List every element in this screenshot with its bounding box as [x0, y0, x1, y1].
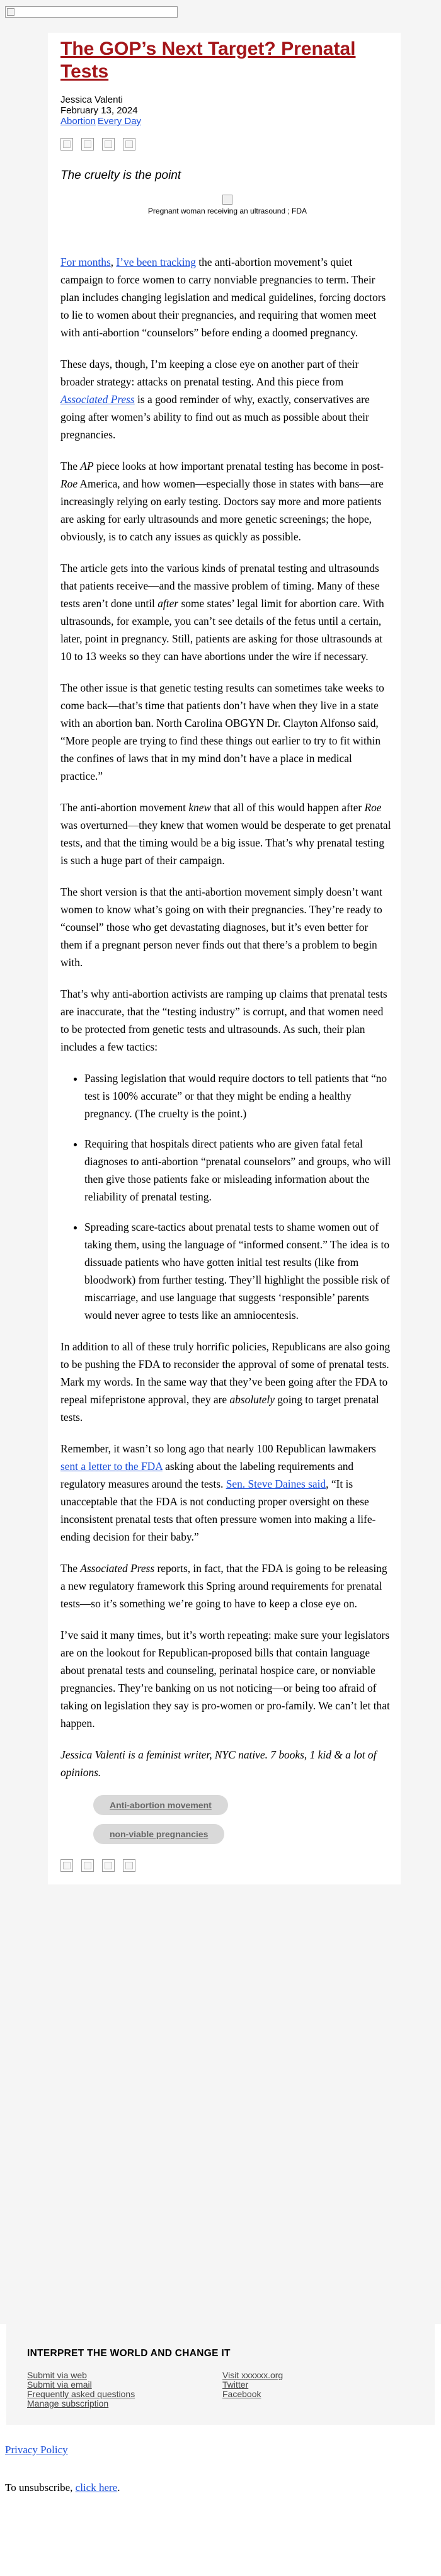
paragraph: Remember, it wasn’t so long ago that nearly 100 Republican lawmakers sent a letter to the FDA asking about the labeling requirements and regulatory measures around the tests. Sen. Steve Daines said, “It is unacceptable that the FDA is not conducting proper oversight on these inconsistent prenatal tests that often pressure women into making a life-ending decision for their baby.”: [60, 1442, 376, 1543]
paragraph: The article gets into the various kinds of prenatal testing and ultrasounds that patients receive—and the massive problem of timing. Many of these tests aren’t done until after some states’ legal limit for abortion care. With ultrasounds, for example, you can’t see details of the fetus until a certain, later, point in pregnancy. Still, patients are asking for those ultrasounds at 10 to 13 weeks so they can have abortions under the wire if necessary.: [60, 562, 384, 663]
paragraph: The AP piece looks at how important prenatal testing has become in post-Roe America, and how women—especially those in states with bans—are increasingly relying on early testing. Doctors say more and more patients are asking for early ultrasounds and more genetic screenings; the hope, obviously, is to catch any issues as quickly as possible.: [60, 460, 384, 543]
hero-figure: [60, 195, 394, 215]
share-icon[interactable]: [60, 1859, 73, 1872]
list-item: • Requiring that hospitals direct patients who are given fatal fetal diagnoses to anti-abortion “prenatal counselors” and groups, who will then give those patients fake or misleading information about the reliability of prenatal testing.: [84, 1135, 394, 1205]
list-item: • Passing legislation that would require doctors to tell patients that “no test is 100% accurate” or that they might be ending a healthy pregnancy. (The cruelty is the point.): [84, 1069, 394, 1122]
inline-link[interactable]: sent a letter to the FDA: [60, 1460, 163, 1473]
inline-link[interactable]: For months: [60, 256, 111, 268]
broken-image-icon: [222, 195, 232, 205]
topic-tag-pill[interactable]: Anti-abortion movement: [93, 1795, 228, 1815]
newsletter-footer: [6, 2324, 435, 2425]
share-icon[interactable]: [102, 138, 115, 151]
article-card: [48, 33, 401, 1884]
footer-link[interactable]: Submit via web: [27, 2370, 87, 2380]
share-icon[interactable]: [81, 1859, 94, 1872]
article-title[interactable]: The GOP’s Next Target? Prenatal Tests: [60, 38, 356, 82]
tactics-list: [60, 1069, 394, 1324]
article-meta: [60, 94, 394, 127]
share-icon[interactable]: [60, 138, 73, 151]
footer-links-left: [27, 2371, 135, 2408]
paragraph: The other issue is that genetic testing results can sometimes take weeks to come back—that’s time that patients don’t have when they live in a state with an abortion ban. North Carolina OBGYN Dr. Clayton Alfonso said, “More people are trying to find these things out earlier to try to fit within the confines of laws that in my mind don’t have a place in medical practice.”: [60, 681, 384, 782]
tag-link[interactable]: Abortion: [60, 116, 96, 127]
unsubscribe-link[interactable]: click here: [75, 2482, 118, 2493]
paragraph: That’s why anti-abortion activists are ramping up claims that prenatal tests are inaccurate, that the “testing industry” is corrupt, and that women need to be protected from genetic tests and ultrasounds. As such, their plan includes a few tactics:: [60, 988, 387, 1053]
inline-link[interactable]: I’ve been tracking: [116, 256, 196, 268]
paragraph: In addition to all of these truly horrific policies, Republicans are also going to be pushing the FDA to reconsider the approval of some of prenatal tests. Mark my words. In the same way that they’ve been going after the FDA to repeal mifepristone approval, they are absolutely going to target prenatal tests.: [60, 1340, 391, 1423]
list-item: • Spreading scare-tactics about prenatal tests to shame women out of taking them, using the language of “informed consent.” The idea is to dissuade patients who have gotten initial test results (like from bloodwork) from further testing. They’ll highlight the possible risk of miscarriage, and use language that suggests ‘responsible’ parents would never agree to tests like an amniocentesis.: [84, 1218, 394, 1324]
article-body: [60, 253, 394, 1781]
privacy-policy-link[interactable]: Privacy Policy: [5, 2444, 68, 2456]
share-icon[interactable]: [123, 138, 135, 151]
inline-link[interactable]: Sen. Steve Daines said: [226, 1478, 326, 1490]
paragraph: I’ve said it many times, but it’s worth repeating: make sure your legislators are on the lookout for Republican-proposed bills that contain language about prenatal tests and counseling, perinatal hospice care, or nonviable pregnancies. They’re banking on us not noticing—or being too afraid of taking on legislation they say is pro-women or pro-family. We can’t let that happen.: [60, 1629, 390, 1730]
author-signature: Jessica Valenti is a feminist writer, NYC native. 7 books, 1 kid & a lot of opinions.: [60, 1748, 377, 1779]
topic-tags: [60, 1795, 394, 1853]
paragraph: For months, I’ve been tracking the anti-abortion movement’s quiet campaign to force women to carry nonviable pregnancies to term. Their plan includes changing legislation and medical guidelines, forcing doctors to lie to women about their pregnancies, and requiring that women meet with anti-abortion “counselors” before ending a doomed pregnancy.: [60, 256, 386, 339]
paragraph: The anti-abortion movement knew that all of this would happen after Roe was overturned—they knew that women would be desperate to get prenatal tests, and that the timing would be a big issue. That’s why prenatal testing is such a huge part of their campaign.: [60, 801, 391, 867]
topic-tag-pill[interactable]: non-viable pregnancies: [93, 1824, 224, 1844]
broken-image-icon: [7, 8, 14, 16]
paragraph: The short version is that the anti-abortion movement simply doesn’t want women to know what’s going on with their pregnancies. They’re ready to “counsel” those who get devastating diagnoses, but it’s even better for them if a pregnant person never finds out that there’s a problem to begin with.: [60, 886, 382, 969]
footer-links-right: [222, 2371, 283, 2399]
paragraph: These days, though, I’m keeping a close eye on another part of their broader strategy: attacks on prenatal testing. And this piece from Associated Press is a good reminder of why, exactly, conservatives are going after women’s ability to find out as much as possible about their pregnancies.: [60, 358, 370, 441]
footer-link[interactable]: Twitter: [222, 2379, 249, 2390]
footer-link[interactable]: Facebook: [222, 2389, 261, 2399]
paragraph: The Associated Press reports, in fact, that the FDA is going to be releasing a new regulatory framework this Spring around requirements for prenatal tests—so it’s something we’re going to have to keep a close eye on.: [60, 1562, 387, 1610]
footer-link[interactable]: Manage subscription: [27, 2398, 109, 2408]
unsubscribe-line: To unsubscribe, click here.: [5, 2482, 120, 2493]
share-icon[interactable]: [123, 1859, 135, 1872]
article-subtitle: The cruelty is the point: [60, 169, 181, 182]
header-banner-image: [5, 6, 178, 18]
author-name: Jessica Valenti: [60, 94, 123, 105]
tag-link[interactable]: Every Day: [97, 116, 142, 127]
figure-caption: Pregnant woman receiving an ultrasound ; FDA: [147, 207, 307, 215]
footer-heading: INTERPRET THE WORLD AND CHANGE IT: [27, 2348, 231, 2359]
share-buttons-top: [60, 138, 394, 152]
share-buttons-bottom: [60, 1859, 394, 1872]
publish-date: February 13, 2024: [60, 105, 138, 116]
footer-link[interactable]: Frequently asked questions: [27, 2389, 135, 2399]
footer-link[interactable]: Submit via email: [27, 2379, 92, 2390]
footer-link[interactable]: Visit xxxxxx.org: [222, 2370, 284, 2380]
category-tags: [60, 116, 394, 127]
inline-link[interactable]: Associated Press: [60, 393, 135, 406]
share-icon[interactable]: [81, 138, 94, 151]
share-icon[interactable]: [102, 1859, 115, 1872]
